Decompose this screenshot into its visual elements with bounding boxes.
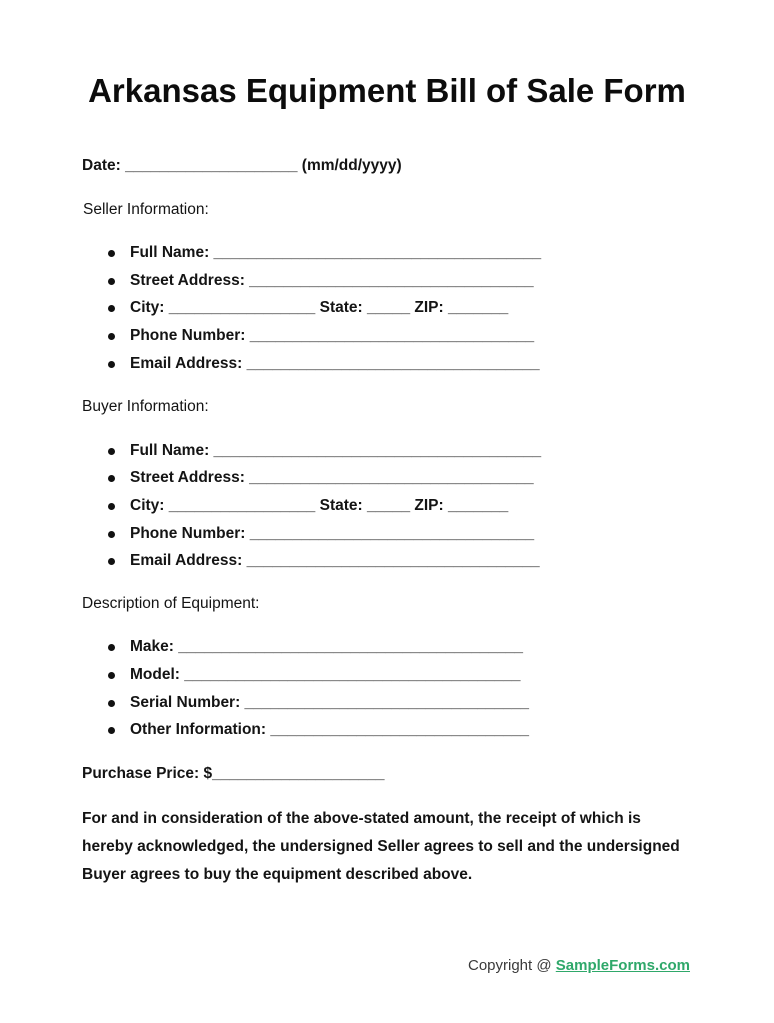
bullet-icon xyxy=(108,644,115,651)
bullet-icon xyxy=(108,700,115,707)
buyer-phone-field: Phone Number: _________________________________ xyxy=(130,525,535,542)
equipment-model-field: Model: _______________________________________ xyxy=(130,666,521,683)
equipment-make-field: Make: ________________________________________ xyxy=(130,638,524,655)
seller-heading: Seller Information: xyxy=(83,201,209,218)
purchase-price-field: Purchase Price: $____________________ xyxy=(82,765,385,782)
brand-link[interactable]: SampleForms.com xyxy=(555,957,690,974)
bullet-icon xyxy=(108,250,115,257)
bullet-icon xyxy=(108,672,115,679)
bullet-icon xyxy=(108,475,115,482)
buyer-heading: Buyer Information: xyxy=(82,398,209,415)
seller-city-state-zip-field: City: _________________ State: _____ ZIP: _______ xyxy=(130,299,509,316)
buyer-street-address-field: Street Address: _________________________________ xyxy=(130,469,534,486)
page-title: Arkansas Equipment Bill of Sale Form xyxy=(88,72,686,109)
bullet-icon xyxy=(108,448,115,455)
equipment-heading: Description of Equipment: xyxy=(82,595,260,612)
bullet-icon xyxy=(108,333,115,340)
buyer-full-name-field: Full Name: ______________________________________ xyxy=(130,442,542,459)
bullet-icon xyxy=(108,305,115,312)
copyright-prefix: Copyright @ xyxy=(468,957,556,974)
bullet-icon xyxy=(108,503,115,510)
seller-phone-field: Phone Number: _________________________________ xyxy=(130,327,535,344)
equipment-serial-number-field: Serial Number: _________________________________ xyxy=(130,694,530,711)
buyer-email-field: Email Address: __________________________________ xyxy=(130,552,540,569)
seller-full-name-field: Full Name: ______________________________________ xyxy=(130,244,542,261)
copyright-footer xyxy=(468,957,690,974)
bullet-icon xyxy=(108,727,115,734)
seller-email-field: Email Address: __________________________________ xyxy=(130,355,540,372)
date-line: Date: ____________________ (mm/dd/yyyy) xyxy=(82,157,402,174)
bullet-icon xyxy=(108,531,115,538)
bullet-icon xyxy=(108,558,115,565)
seller-street-address-field: Street Address: _________________________________ xyxy=(130,272,534,289)
consideration-paragraph: For and in consideration of the above-stated amount, the receipt of which is hereby acknowledged, the undersigned Seller agrees to sell and the undersigned Buyer agrees to buy the equipment described above. xyxy=(82,810,680,883)
buyer-city-state-zip-field: City: _________________ State: _____ ZIP: _______ xyxy=(130,497,509,514)
equipment-other-info-field: Other Information: ______________________________ xyxy=(130,721,529,738)
bullet-icon xyxy=(108,278,115,285)
bullet-icon xyxy=(108,361,115,368)
